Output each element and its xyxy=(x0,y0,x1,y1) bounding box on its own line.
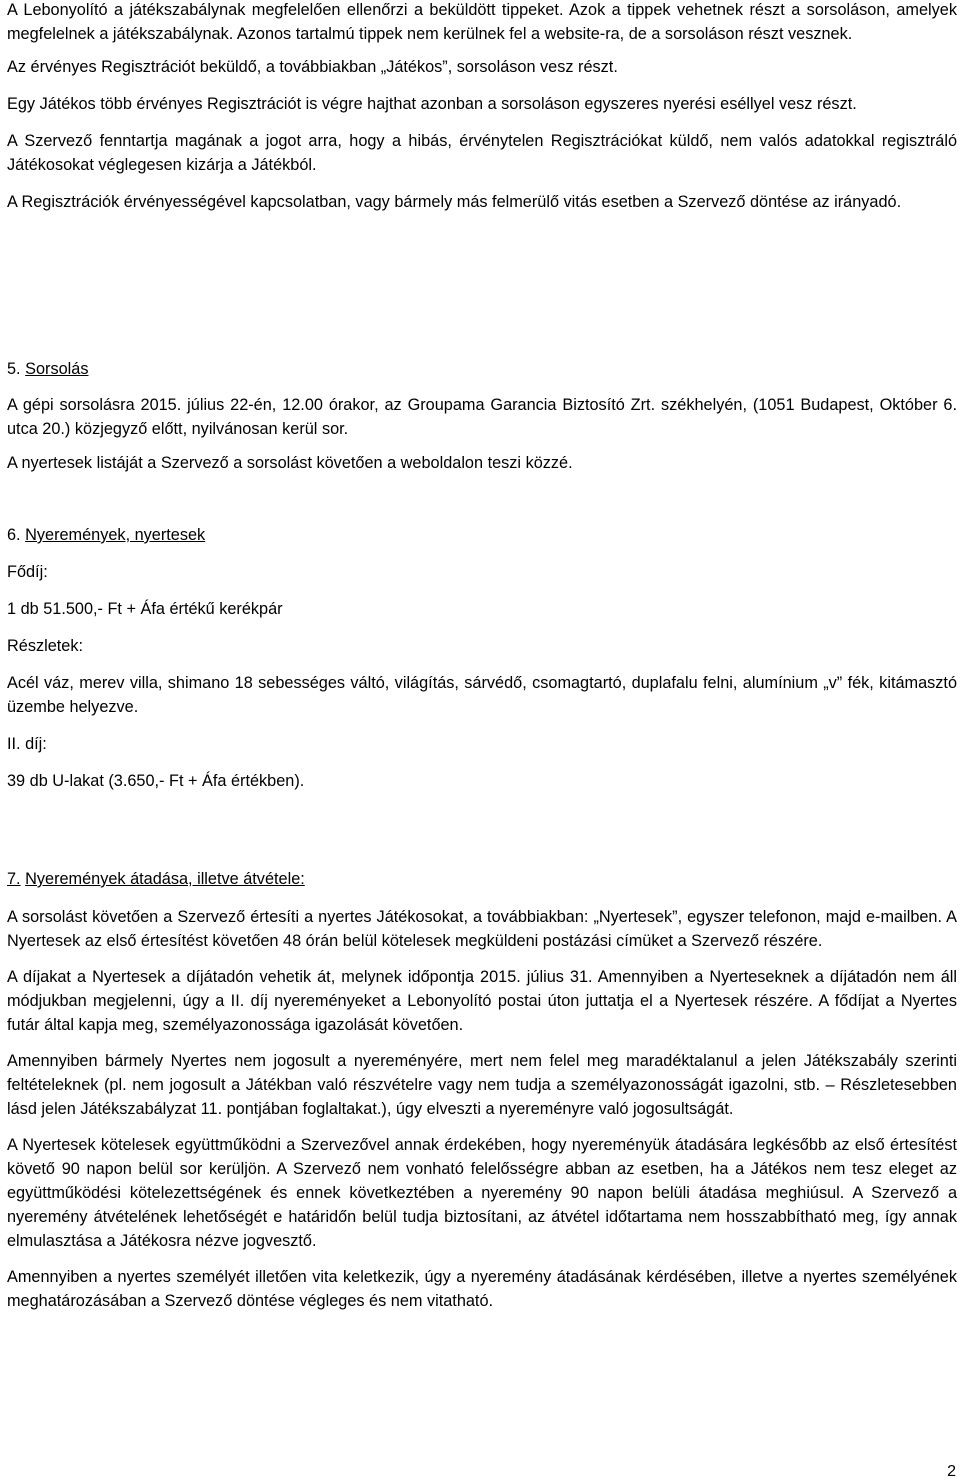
page-number: 2 xyxy=(947,1463,956,1480)
paragraph: Az érvényes Regisztrációt beküldő, a továbbiakban „Játékos”, sorsoláson vesz részt. xyxy=(7,58,618,76)
paragraph: A sorsolást követően a Szervező értesíti a nyertes Játékosokat, a továbbiakban: „Nyertesek”, egyszer telefonon, majd e-mailben. A Nyertesek az első értesítést követően 48 órán belül kötelesek megküldeni postázási címüket a Szervező részére. xyxy=(7,908,957,950)
section-title: Nyeremények, nyertesek xyxy=(25,526,206,544)
second-prize-text: 39 db U-lakat (3.650,- Ft + Áfa értékben). xyxy=(7,772,305,790)
paragraph: A Szervező fenntartja magának a jogot arra, hogy a hibás, érvénytelen Regisztrációkat küldő, nem valós adatokkal regisztráló Játékosokat véglegesen kizárja a Játékból. xyxy=(7,132,957,174)
paragraph: Amennyiben a nyertes személyét illetően vita keletkezik, úgy a nyeremény átadásának kérdésében, illetve a nyertes személyének meghatározásában a Szervező döntése végleges és nem vitatható. xyxy=(7,1268,957,1310)
paragraph: A gépi sorsolásra 2015. július 22-én, 12.00 órakor, az Groupama Garancia Biztosító Zrt. székhelyén, (1051 Budapest, Október 6. utca 20.) közjegyző előtt, nyilvánosan kerül sor. xyxy=(7,396,957,438)
section-6 xyxy=(7,523,957,793)
section-intro xyxy=(7,0,957,223)
paragraph: A Nyertesek kötelesek együttműködni a Szervezővel annak érdekében, hogy nyereményük átadására legkésőbb az első értesítést követő 90 napon belül sor kerüljön. A Szervező nem vonható felelősségre abban az esetben, ha a Játékos nem tesz eleget az együttműködési kötelezettségének és ennek következtében a nyeremény 90 napon belüli átadása meghiúsul. A Szervező a nyeremény átvételének lehetőségét e határidőn belül tudja biztosítani, az átvétel időtartama nem hosszabbítható meg, így annak elmulasztása a Játékosra nézve jogvesztő. xyxy=(7,1136,957,1250)
paragraph: A nyertesek listáját a Szervező a sorsolást követően a weboldalon teszi közzé. xyxy=(7,454,573,472)
main-prize-label: Fődíj: xyxy=(7,563,48,581)
details-text: Acél váz, merev villa, shimano 18 sebességes váltó, világítás, sárvédő, csomagtartó, duplafalu felni, alumínium „v” fék, kitámasztó üzembe helyezve. xyxy=(7,674,957,716)
paragraph: A díjakat a Nyertesek a díjátadón vehetik át, melynek időpontja 2015. július 31. Amennyiben a Nyerteseknek a díjátadón nem áll módjukban megjelenni, úgy a II. díj nyereményeket a Lebonyolító postai úton juttatja el a Nyertesek részére. A fődíjat a Nyertes futár által kapja meg, személyazonossága igazolását követően. xyxy=(7,968,957,1034)
paragraph: A Regisztrációk érvényességével kapcsolatban, vagy bármely más felmerülő vitás esetben a Szervező döntése az irányadó. xyxy=(7,193,902,211)
paragraph: Amennyiben bármely Nyertes nem jogosult a nyereményére, mert nem felel meg maradéktalanul a jelen Játékszabály szerinti feltételeknek (pl. nem jogosult a Játékban való részvételre vagy nem tudja a személyazonosságát igazolni, stb. – Részletesebben lásd jelen Játékszabályzat 11. pontjában foglaltakat.), úgy elveszti a nyereményre való jogosultságát. xyxy=(7,1052,957,1118)
section-5 xyxy=(7,357,957,475)
main-prize-text: 1 db 51.500,- Ft + Áfa értékű kerékpár xyxy=(7,600,283,618)
section-number: 7. xyxy=(7,870,21,888)
paragraph: Egy Játékos több érvényes Regisztrációt is végre hajthat azonban a sorsoláson egyszeres nyerési eséllyel vesz részt. xyxy=(7,95,857,113)
section-title: Nyeremények átadása, illetve átvétele: xyxy=(25,870,305,888)
details-label: Részletek: xyxy=(7,637,84,655)
second-prize-label: II. díj: xyxy=(7,735,47,753)
section-number: 5. xyxy=(7,360,21,378)
section-title: Sorsolás xyxy=(25,360,89,378)
paragraph: A Lebonyolító a játékszabálynak megfelelően ellenőrzi a beküldött tippeket. Azok a tippek vehetnek részt a sorsoláson, amelyek megfelelnek a játékszabálynak. Azonos tartalmú tippek nem kerülnek fel a website-ra, de a sorsoláson részt vesznek. xyxy=(7,1,957,43)
section-heading xyxy=(7,357,957,381)
section-number: 6. xyxy=(7,526,21,544)
section-heading xyxy=(7,867,957,891)
section-7 xyxy=(7,867,957,1323)
section-heading xyxy=(7,523,957,547)
